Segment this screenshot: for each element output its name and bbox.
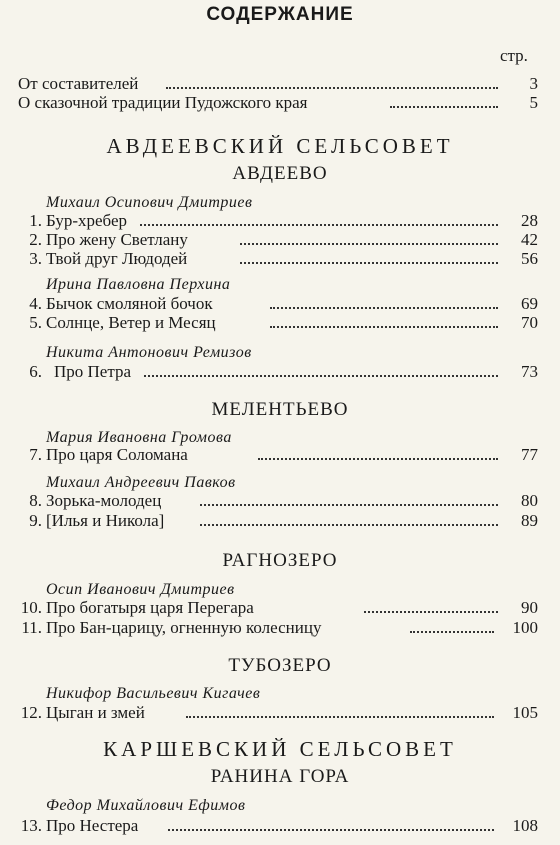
toc-entry[interactable] <box>18 491 538 511</box>
author-name: Никифор Васильевич Кигачев <box>46 685 261 702</box>
entry-number: 4. <box>29 294 42 313</box>
toc-entry[interactable] <box>18 93 538 113</box>
entry-title: Про Петра <box>54 362 132 381</box>
entry-page: 5 <box>529 93 538 112</box>
entry-number: 6. <box>29 362 42 381</box>
author-name: Федор Михайлович Ефимов <box>46 797 246 814</box>
entry-title: Про богатыря царя Перегара <box>46 598 254 617</box>
entry-title: Зорька-молодец <box>46 491 162 510</box>
author-name: Михаил Андреевич Павков <box>46 474 236 491</box>
toc-entry[interactable] <box>18 313 538 333</box>
leader-dots <box>200 504 498 506</box>
author-name: Никита Антонович Ремизов <box>46 344 252 361</box>
toc-entry[interactable] <box>18 211 538 231</box>
entry-title: Про жену Светлану <box>46 230 188 249</box>
entry-page: 80 <box>521 491 538 510</box>
toc-entry[interactable] <box>18 249 538 269</box>
entry-title: Солнце, Ветер и Месяц <box>46 313 216 332</box>
leader-dots <box>364 611 498 613</box>
entry-page: 28 <box>521 211 538 230</box>
entry-title: Твой друг Людодей <box>46 249 188 268</box>
leader-dots <box>410 631 494 633</box>
entry-page: 70 <box>521 313 538 332</box>
leader-dots <box>240 243 498 245</box>
entry-page: 108 <box>512 816 538 835</box>
entry-number: 12. <box>20 703 42 722</box>
page-title: СОДЕРЖАНИЕ <box>206 4 354 25</box>
entry-page: 105 <box>512 703 538 722</box>
leader-dots <box>144 375 498 377</box>
entry-title: Про Бан-царицу, огненную колесницу <box>46 618 322 637</box>
entry-page: 56 <box>521 249 538 268</box>
entry-title: Цыган и змей <box>46 703 145 722</box>
toc-entry[interactable] <box>18 618 538 638</box>
toc-entry[interactable] <box>18 816 538 836</box>
leader-dots <box>140 224 498 226</box>
entry-title: Бур-хребер <box>46 211 128 230</box>
entry-title: Про царя Соломана <box>46 445 188 464</box>
entry-number: 13. <box>20 816 42 835</box>
author-name: Михаил Осипович Дмитриев <box>46 194 253 211</box>
entry-page: 77 <box>521 445 538 464</box>
entry-number: 3. <box>29 249 42 268</box>
leader-dots <box>166 87 498 89</box>
entry-page: 89 <box>521 511 538 530</box>
toc-entry[interactable] <box>18 230 538 250</box>
toc-entry[interactable] <box>18 598 538 618</box>
entry-page: 69 <box>521 294 538 313</box>
entry-number: 10. <box>20 598 42 617</box>
toc-entry[interactable] <box>18 703 538 723</box>
leader-dots <box>168 829 494 831</box>
entry-page: 3 <box>529 74 538 93</box>
section-heading: АВДЕЕВСКИЙ СЕЛЬСОВЕТ <box>106 134 454 158</box>
entry-title: Про Нестера <box>46 816 139 835</box>
entry-number: 9. <box>29 511 42 530</box>
entry-number: 8. <box>29 491 42 510</box>
entry-number: 1. <box>29 211 42 230</box>
author-name: Ирина Павловна Перхина <box>46 276 231 293</box>
entry-number: 11. <box>21 618 42 637</box>
leader-dots <box>390 106 498 108</box>
section-heading: КАРШЕВСКИЙ СЕЛЬСОВЕТ <box>103 737 457 761</box>
village-heading: РАГНОЗЕРО <box>222 550 338 571</box>
leader-dots <box>240 262 498 264</box>
toc-entry[interactable] <box>18 74 538 94</box>
toc-entry[interactable] <box>18 362 538 382</box>
entry-title: [Илья и Никола] <box>46 511 165 530</box>
author-name: Мария Ивановна Громова <box>46 429 232 446</box>
page-column-label: стр. <box>500 46 528 65</box>
entry-page: 42 <box>521 230 538 249</box>
leader-dots <box>258 458 498 460</box>
entry-title: Бычок смоляной бочок <box>46 294 213 313</box>
toc-entry[interactable] <box>18 511 538 531</box>
toc-entry[interactable] <box>18 294 538 314</box>
entry-number: 2. <box>29 230 42 249</box>
village-heading: МЕЛЕНТЬЕВО <box>211 399 349 420</box>
entry-title: От составителей <box>18 74 139 93</box>
entry-number: 5. <box>29 313 42 332</box>
entry-page: 73 <box>521 362 538 381</box>
toc-entry[interactable] <box>18 445 538 465</box>
leader-dots <box>186 716 494 718</box>
entry-page: 90 <box>521 598 538 617</box>
village-heading: АВДЕЕВО <box>232 163 328 184</box>
leader-dots <box>270 326 498 328</box>
village-heading: ТУБОЗЕРО <box>228 655 332 676</box>
entry-page: 100 <box>512 618 538 637</box>
village-heading: РАНИНА ГОРА <box>210 766 350 787</box>
author-name: Осип Иванович Дмитриев <box>46 581 235 598</box>
leader-dots <box>270 307 498 309</box>
leader-dots <box>200 524 498 526</box>
entry-number: 7. <box>29 445 42 464</box>
entry-title: О сказочной традиции Пудожского края <box>18 93 308 112</box>
